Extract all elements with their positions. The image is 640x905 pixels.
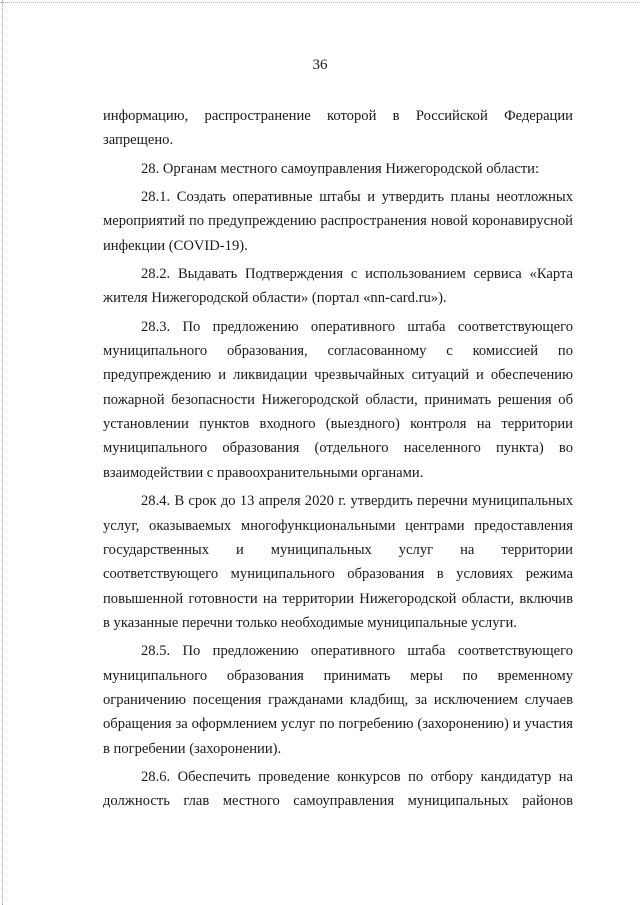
paragraph-28-6: 28.6. Обеспечить проведение конкурсов по отбору кандидатур на должность глав местного самоуправления муниципальных районов [103,768,573,810]
paragraph-28-3: 28.3. По предложению оперативного штаба соответствующего муниципального образования, согласованному с комиссией по предупреждению и ликвидации чрезвычайных ситуаций и обеспечению пожарной безопасности Нижегородской области, принимать решения об установлении пунктов входного (выездного) контроля на территории муниципального образования (отдельного населенного пункта) во взаимодействии с правоохранительными органами. [103,318,573,481]
paragraph-28-4: 28.4. В срок до 13 апреля 2020 г. утвердить перечни муниципальных услуг, оказываемых многофункциональными центрами предоставления государственных и муниципальных услуг на территории соответствующего муниципального образования в условиях режима повышенной готовности на территории Нижегородской области, включив в указанные перечни только необходимые муниципальные услуги. [103,493,573,631]
paragraph-28-1: 28.1. Создать оперативные штабы и утвердить планы неотложных мероприятий по предупреждению распространения новой коронавирусной инфекции (COVID-19). [103,189,573,254]
paragraph-28-5: 28.5. По предложению оперативного штаба соответствующего муниципального образования принимать меры по временному ограничению посещения гражданами кладбищ, за исключением случаев обращения за оформлением услуг по погребению (захоронению) и участия в погребении (захоронении). [103,643,573,757]
paragraph-28-2: 28.2. Выдавать Подтверждения с использованием сервиса «Карта жителя Нижегородской области» (портал «nn-card.ru»). [103,266,573,307]
page-number: 36 [312,57,328,73]
paragraph-continuation: информацию, распространение которой в Российской Федерации запрещено. [103,108,573,149]
document-body [103,104,573,818]
scan-edge-left [2,0,3,905]
paragraph-28: 28. Органам местного самоуправления Нижегородской области: [141,160,540,177]
scan-edge-top [0,2,640,3]
